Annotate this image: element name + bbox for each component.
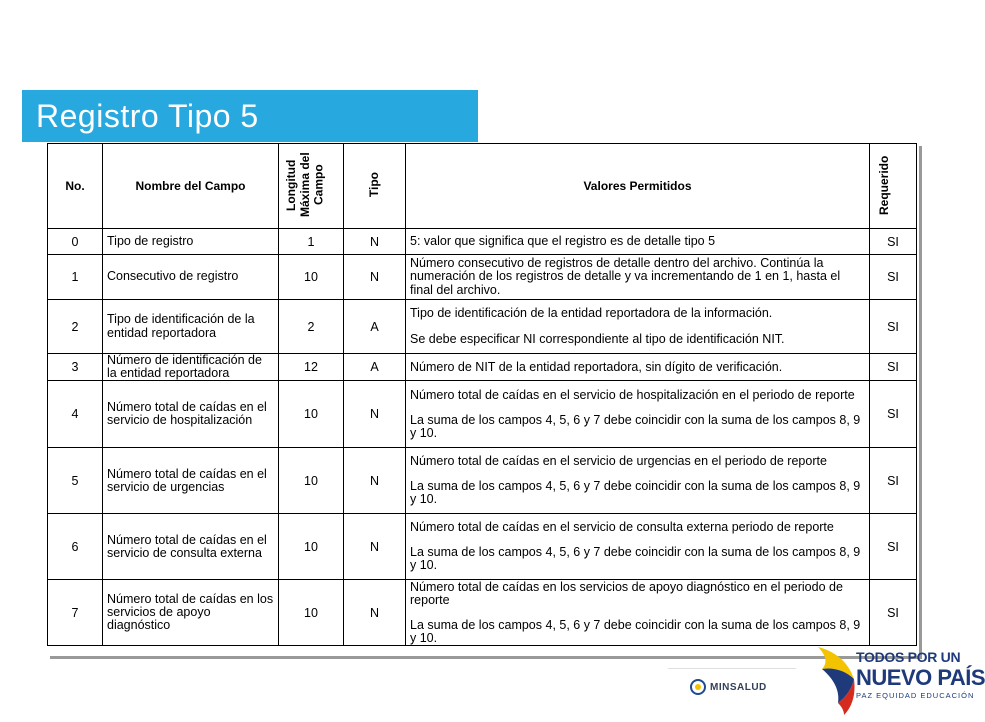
cell-nombre: Número de identificación de la entidad reportadora bbox=[103, 354, 279, 381]
valores-paragraph: La suma de los campos 4, 5, 6 y 7 debe coincidir con la suma de los campos 8, 9 y 10. bbox=[410, 617, 861, 645]
table-header-row bbox=[48, 144, 917, 229]
header-tipo-text: Tipo bbox=[366, 171, 381, 198]
cell-nombre: Tipo de identificación de la entidad reportadora bbox=[103, 300, 279, 354]
table-row bbox=[48, 381, 917, 448]
valores-paragraph: Número de NIT de la entidad reportadora, sin dígito de verificación. bbox=[410, 359, 783, 374]
table-row bbox=[48, 448, 917, 514]
table-row bbox=[48, 354, 917, 381]
cell-requerido: SI bbox=[870, 229, 917, 255]
cell-nombre: Número total de caídas en el servicio de consulta externa bbox=[103, 514, 279, 580]
cell-valores bbox=[406, 448, 870, 514]
cell-valores bbox=[406, 381, 870, 448]
valores-paragraph: La suma de los campos 4, 5, 6 y 7 debe coincidir con la suma de los campos 8, 9 y 10. bbox=[410, 479, 861, 507]
header-no: No. bbox=[48, 144, 103, 229]
cell-tipo: N bbox=[344, 229, 406, 255]
todos-por-un-nuevo-pais-logo bbox=[812, 645, 985, 717]
cell-no: 6 bbox=[48, 514, 103, 580]
cell-valores bbox=[406, 255, 870, 300]
valores-paragraph: Número total de caídas en el servicio de consulta externa periodo de reporte bbox=[410, 520, 834, 535]
cell-valores bbox=[406, 300, 870, 354]
title-bar bbox=[22, 90, 478, 142]
cell-valores bbox=[406, 354, 870, 381]
cell-no: 0 bbox=[48, 229, 103, 255]
header-longitud bbox=[279, 144, 344, 229]
valores-paragraph: Número consecutivo de registros de detalle dentro del archivo. Continúa la numeración de los registros de detalle y va incrementando de 1 en 1, hasta el final del archivo. bbox=[410, 256, 841, 297]
header-tipo bbox=[344, 144, 406, 229]
cell-no: 3 bbox=[48, 354, 103, 381]
cell-tipo: N bbox=[344, 514, 406, 580]
valores-paragraph: La suma de los campos 4, 5, 6 y 7 debe coincidir con la suma de los campos 8, 9 y 10. bbox=[410, 412, 861, 440]
valores-paragraph: Tipo de identificación de la entidad reportadora de la información. bbox=[410, 306, 773, 321]
cell-nombre: Número total de caídas en los servicios de apoyo diagnóstico bbox=[103, 580, 279, 646]
cell-requerido: SI bbox=[870, 580, 917, 646]
cell-requerido: SI bbox=[870, 514, 917, 580]
cell-requerido: SI bbox=[870, 354, 917, 381]
registro-table bbox=[47, 143, 917, 646]
minsalud-logo bbox=[690, 676, 798, 698]
cell-tipo: A bbox=[344, 300, 406, 354]
cell-longitud: 10 bbox=[279, 448, 344, 514]
valores-paragraph: La suma de los campos 4, 5, 6 y 7 debe coincidir con la suma de los campos 8, 9 y 10. bbox=[410, 545, 861, 573]
page-title: Registro Tipo 5 bbox=[36, 98, 259, 134]
cell-nombre: Consecutivo de registro bbox=[103, 255, 279, 300]
table-row bbox=[48, 580, 917, 646]
cell-longitud: 10 bbox=[279, 514, 344, 580]
colombia-flag-swoosh-icon bbox=[812, 645, 858, 717]
todos-line2: NUEVO PAÍS bbox=[856, 665, 985, 690]
cell-tipo: N bbox=[344, 580, 406, 646]
table-row bbox=[48, 300, 917, 354]
valores-paragraph: Número total de caídas en los servicios de apoyo diagnóstico en el periodo de reporte bbox=[410, 579, 843, 607]
cell-nombre: Número total de caídas en el servicio de urgencias bbox=[103, 448, 279, 514]
cell-nombre: Número total de caídas en el servicio de hospitalización bbox=[103, 381, 279, 448]
cell-longitud: 12 bbox=[279, 354, 344, 381]
table-row bbox=[48, 229, 917, 255]
cell-longitud: 1 bbox=[279, 229, 344, 255]
valores-paragraph: Número total de caídas en el servicio de hospitalización en el periodo de reporte bbox=[410, 387, 855, 402]
cell-no: 2 bbox=[48, 300, 103, 354]
valores-paragraph: Número total de caídas en el servicio de urgencias en el periodo de reporte bbox=[410, 454, 827, 469]
cell-longitud: 10 bbox=[279, 255, 344, 300]
cell-tipo: N bbox=[344, 255, 406, 300]
todos-line3: PAZ EQUIDAD EDUCACIÓN bbox=[856, 691, 975, 700]
todos-line1: TODOS POR UN bbox=[856, 649, 961, 665]
cell-requerido: SI bbox=[870, 381, 917, 448]
cell-longitud: 2 bbox=[279, 300, 344, 354]
header-longitud-text: Longitud Máxima del Campo bbox=[284, 152, 326, 217]
cell-no: 4 bbox=[48, 381, 103, 448]
cell-nombre: Tipo de registro bbox=[103, 229, 279, 255]
cell-no: 1 bbox=[48, 255, 103, 300]
footer-divider bbox=[668, 668, 796, 669]
cell-valores bbox=[406, 229, 870, 255]
header-requerido bbox=[870, 144, 917, 229]
table-row bbox=[48, 514, 917, 580]
cell-longitud: 10 bbox=[279, 381, 344, 448]
header-nombre: Nombre del Campo bbox=[103, 144, 279, 229]
cell-no: 7 bbox=[48, 580, 103, 646]
colombia-seal-icon bbox=[690, 679, 706, 695]
cell-longitud: 10 bbox=[279, 580, 344, 646]
minsalud-text: MINSALUD bbox=[710, 681, 767, 693]
cell-requerido: SI bbox=[870, 255, 917, 300]
valores-paragraph: 5: valor que significa que el registro es de detalle tipo 5 bbox=[410, 233, 716, 248]
header-requerido-text: Requerido bbox=[877, 154, 891, 215]
cell-no: 5 bbox=[48, 448, 103, 514]
cell-tipo: N bbox=[344, 381, 406, 448]
cell-requerido: SI bbox=[870, 300, 917, 354]
header-valores: Valores Permitidos bbox=[406, 144, 870, 229]
cell-valores bbox=[406, 580, 870, 646]
cell-tipo: N bbox=[344, 448, 406, 514]
cell-tipo: A bbox=[344, 354, 406, 381]
valores-paragraph: Se debe especificar NI correspondiente al tipo de identificación NIT. bbox=[410, 331, 785, 346]
cell-requerido: SI bbox=[870, 448, 917, 514]
cell-valores bbox=[406, 514, 870, 580]
table-row bbox=[48, 255, 917, 300]
